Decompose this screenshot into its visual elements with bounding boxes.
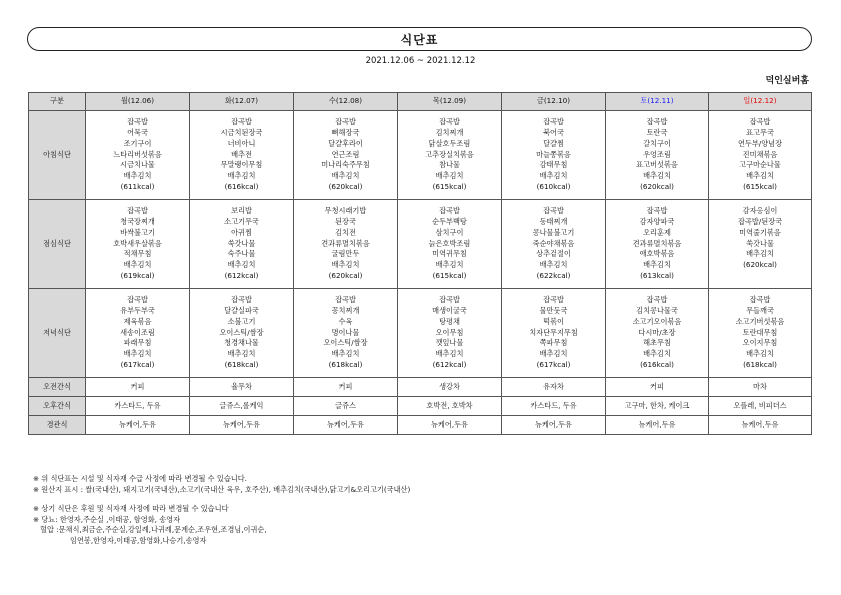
snack-cell: 오플레, 비피더스 xyxy=(709,397,812,416)
menu-item: 잡곡밥/된장국 xyxy=(737,216,783,226)
snack-row xyxy=(29,397,812,416)
menu-item: 잡곡밥 xyxy=(231,294,252,304)
menu-item: 보리밥 xyxy=(231,205,252,215)
menu-cell xyxy=(398,111,502,200)
menu-item: 오리훈제 xyxy=(643,227,671,237)
menu-cell xyxy=(502,289,606,378)
meal-label: 저녁식단 xyxy=(29,289,86,378)
menu-item: 소고기무국 xyxy=(224,216,259,226)
menu-item: 청경채나물 xyxy=(224,338,259,348)
menu-item: 연근조림 xyxy=(331,149,360,159)
menu-item: 달걀후라이 xyxy=(328,138,363,148)
menu-item: 김치전 xyxy=(335,227,356,237)
menu-item: 배추김치 xyxy=(123,260,152,270)
menu-item: (620kcal) xyxy=(743,260,777,270)
menu-item: (612kcal) xyxy=(224,271,259,281)
menu-item: 쪽파무침 xyxy=(539,338,568,348)
menu-item: 잡곡밥 xyxy=(749,294,771,304)
snack-row xyxy=(29,378,812,397)
menu-item: 꽁치찌개 xyxy=(331,305,360,315)
menu-item: 바싹불고기 xyxy=(120,227,155,237)
menu-item: 미역귀무침 xyxy=(432,249,467,259)
menu-cell xyxy=(294,111,398,200)
snack-cell: 마차 xyxy=(709,378,812,397)
menu-item: 배추김치 xyxy=(746,171,774,181)
snack-label: 경관식 xyxy=(29,416,86,435)
menu-item: 새송이조림 xyxy=(120,327,155,337)
menu-item: (611kcal) xyxy=(120,182,155,192)
menu-item: 토란대무침 xyxy=(742,327,778,337)
snack-cell: 카스타드, 두유 xyxy=(86,397,190,416)
menu-cell xyxy=(606,111,709,200)
corner-header: 구분 xyxy=(29,93,86,111)
day-header-sunday: 일(12.12) xyxy=(709,93,812,111)
menu-item: 진미채볶음 xyxy=(742,149,778,159)
menu-item: (619kcal) xyxy=(120,271,155,281)
menu-item: 명이나물 xyxy=(331,327,360,337)
snack-cell: 카스타드, 두유 xyxy=(502,397,606,416)
menu-item: 뼈해장국 xyxy=(331,127,360,137)
menu-item: 토란국 xyxy=(646,127,668,137)
menu-cell xyxy=(606,289,709,378)
menu-item: 무말랭이무침 xyxy=(220,160,263,170)
snack-cell: 커피 xyxy=(294,378,398,397)
menu-item: 배추김치 xyxy=(123,171,152,181)
menu-item: 순두부백탕 xyxy=(432,216,467,226)
menu-item: 잡곡밥 xyxy=(646,294,668,304)
snack-cell: 커피 xyxy=(86,378,190,397)
header-row xyxy=(29,93,812,111)
menu-item: 탕평채 xyxy=(439,316,460,326)
menu-item: 배추김치 xyxy=(227,260,256,270)
meal-row xyxy=(29,200,812,289)
note-line: ※ 당뇨: 한영자,주순실 ,이태공, 함영화, 송영자 xyxy=(33,514,181,524)
menu-item: 배추김치 xyxy=(435,260,464,270)
menu-cell xyxy=(190,289,294,378)
menu-item: 잡곡밥 xyxy=(646,205,668,215)
menu-table xyxy=(28,92,812,435)
menu-cell xyxy=(190,111,294,200)
menu-item: 견과류멸치볶음 xyxy=(321,238,370,248)
menu-item: (618kcal) xyxy=(743,360,777,370)
menu-item: 배추김치 xyxy=(539,349,568,359)
menu-item: 오이무침 xyxy=(435,327,464,337)
menu-item: 해초무침 xyxy=(643,338,671,348)
menu-item: 김치콩나물국 xyxy=(636,305,678,315)
day-header: 금(12.10) xyxy=(502,93,606,111)
menu-item: 달걀찜 xyxy=(543,138,564,148)
menu-item: 매생이굴국 xyxy=(432,305,467,315)
menu-item: 잡곡밥 xyxy=(439,116,460,126)
menu-item: 애호박볶음 xyxy=(639,249,675,259)
snack-cell: 율무차 xyxy=(190,378,294,397)
menu-item: 시금치된장국 xyxy=(220,127,263,137)
day-header: 월(12.06) xyxy=(86,93,190,111)
menu-item: 삼치구이 xyxy=(435,227,464,237)
menu-item: 시금치나물 xyxy=(120,160,155,170)
menu-item: 잡곡밥 xyxy=(439,294,460,304)
menu-item: 오이스틱/쌈장 xyxy=(219,327,264,337)
note-line: ※ 원산지 표시 : 쌀(국내산), 돼지고기(국내산),소고기(국내산 육우, 호주산), 배추김치(국내산),닭고기&오리고기(국내산) xyxy=(33,484,411,494)
snack-cell: 커피 xyxy=(606,378,709,397)
menu-item: 배추김치 xyxy=(123,349,152,359)
menu-item: 미역줄기볶음 xyxy=(739,227,781,237)
menu-item: 견과류멸치볶음 xyxy=(632,238,682,248)
day-header-saturday: 토(12.11) xyxy=(606,93,709,111)
snack-cell: 뉴케어,두유 xyxy=(86,416,190,435)
meal-label: 아침식단 xyxy=(29,111,86,200)
menu-item: 조기구이 xyxy=(123,138,152,148)
menu-item: 잡곡밥 xyxy=(646,116,668,126)
menu-item: (617kcal) xyxy=(536,360,571,370)
menu-cell xyxy=(294,289,398,378)
day-header: 목(12.09) xyxy=(398,93,502,111)
menu-item: 북어국 xyxy=(543,127,564,137)
menu-item: (616kcal) xyxy=(640,360,674,370)
menu-item: 감자양파국 xyxy=(639,216,675,226)
menu-item: 깻잎나물 xyxy=(435,338,464,348)
menu-cell xyxy=(709,111,812,200)
menu-cell xyxy=(86,200,190,289)
menu-item: (617kcal) xyxy=(120,360,155,370)
day-header: 수(12.08) xyxy=(294,93,398,111)
menu-item: 잡곡밥 xyxy=(335,116,356,126)
menu-item: 우엉조림 xyxy=(643,149,671,159)
date-range: 2021.12.06 ~ 2021.12.12 xyxy=(365,56,476,66)
menu-item: 죽순야채볶음 xyxy=(532,238,575,248)
menu-item: 콩나물불고기 xyxy=(532,227,575,237)
menu-cell xyxy=(86,111,190,200)
menu-item: 배추김치 xyxy=(539,171,568,181)
snack-cell: 뉴케어,두유 xyxy=(398,416,502,435)
note-line: ※ 상기 식단은 후원 및 식자재 사정에 따라 변경될 수 있습니다 xyxy=(33,504,229,513)
menu-item: (618kcal) xyxy=(328,360,363,370)
note-line: 혈압 :문채식,최금순,주순실,강일례,나귀례,문계순,조우현,조경님,이귀순, xyxy=(40,525,267,534)
menu-item: 김치찌개 xyxy=(435,127,464,137)
day-header: 화(12.07) xyxy=(190,93,294,111)
menu-item: 소고기오이볶음 xyxy=(632,316,682,326)
menu-item: 치자단무지무침 xyxy=(529,327,578,337)
menu-item: (620kcal) xyxy=(328,182,363,192)
menu-item: 늙은호박조림 xyxy=(428,238,471,248)
notes xyxy=(33,474,410,546)
menu-item: 소고기버섯볶음 xyxy=(735,316,785,326)
menu-item: 느타리버섯볶음 xyxy=(113,149,162,159)
menu-cell xyxy=(190,200,294,289)
menu-item: 배추김치 xyxy=(643,349,671,359)
menu-item xyxy=(709,271,811,282)
menu-item: 동태찌개 xyxy=(539,216,568,226)
snack-cell: 글쥬스 xyxy=(294,397,398,416)
snack-label: 오후간식 xyxy=(29,397,86,416)
menu-item: 적채무침 xyxy=(123,249,152,259)
menu-item: 굴림만두 xyxy=(331,249,360,259)
menu-item: 제육볶음 xyxy=(123,316,152,326)
menu-item: 갈치구이 xyxy=(643,138,671,148)
snack-cell: 뉴케어,두유 xyxy=(502,416,606,435)
page-title xyxy=(27,27,812,51)
menu-item: 잡곡밥 xyxy=(749,116,771,126)
menu-item: 배추김치 xyxy=(643,171,671,181)
menu-item: 고구마순나물 xyxy=(739,160,781,170)
menu-item: 배추김치 xyxy=(643,260,671,270)
menu-item: 고추장실치볶음 xyxy=(425,149,474,159)
menu-item: 배추전 xyxy=(231,149,252,159)
menu-item: 소불고기 xyxy=(227,316,256,326)
menu-item: 배추김치 xyxy=(331,349,360,359)
note-line: ※ 위 식단표는 시설 및 식자재 수급 사정에 따라 변경될 수 있습니다. xyxy=(33,474,247,483)
menu-item: 배추김치 xyxy=(435,349,464,359)
menu-cell xyxy=(502,200,606,289)
menu-item: 쑥갓나물 xyxy=(746,238,774,248)
menu-item: 연두부/양념장 xyxy=(737,138,783,148)
menu-item: 물만둣국 xyxy=(539,305,568,315)
title-text: 식단표 xyxy=(400,32,439,47)
menu-item: 잡곡밥 xyxy=(127,116,148,126)
snack-label: 오전간식 xyxy=(29,378,86,397)
menu-item: 다시마/초장 xyxy=(638,327,676,337)
menu-item: 된장국 xyxy=(335,216,356,226)
menu-item: (615kcal) xyxy=(743,182,777,192)
menu-item: 호박새우살볶음 xyxy=(113,238,162,248)
snack-cell: 생강차 xyxy=(398,378,502,397)
menu-item: 표고버섯볶음 xyxy=(636,160,678,170)
menu-item: 아귀찜 xyxy=(231,227,252,237)
menu-item: 미나리숙주무침 xyxy=(321,160,370,170)
snack-cell: 고구마, 한차, 케이크 xyxy=(606,397,709,416)
menu-item: 수육 xyxy=(338,316,353,326)
menu-item: 배추김치 xyxy=(227,171,256,181)
organization-name: 덕인실버홈 xyxy=(765,76,809,86)
menu-item: 배추김치 xyxy=(227,349,256,359)
menu-item: 잡곡밥 xyxy=(543,205,564,215)
menu-cell xyxy=(502,111,606,200)
menu-item: 잡곡밥 xyxy=(439,205,460,215)
menu-item: 오이지무침 xyxy=(742,338,778,348)
menu-item: 표고무국 xyxy=(746,127,774,137)
snack-cell: 뉴케어,두유 xyxy=(606,416,709,435)
menu-item: 배추김치 xyxy=(435,171,464,181)
menu-cell xyxy=(709,289,812,378)
menu-item: 배추김치 xyxy=(539,260,568,270)
menu-item: 떡볶이 xyxy=(543,316,564,326)
menu-item: 마늘쫑볶음 xyxy=(536,149,571,159)
menu-item: 어묵국 xyxy=(127,127,148,137)
menu-item: 잡곡밥 xyxy=(127,294,148,304)
menu-item: 오이스틱/쌈장 xyxy=(323,338,368,348)
menu-item: (622kcal) xyxy=(536,271,571,281)
menu-item: 무들깨국 xyxy=(746,305,774,315)
menu-item: 쑥갓나물 xyxy=(227,238,256,248)
menu-item: 감태무침 xyxy=(539,160,568,170)
menu-item: 잡곡밥 xyxy=(543,294,564,304)
menu-item: 파래무침 xyxy=(123,338,152,348)
snack-cell: 호박전, 호박차 xyxy=(398,397,502,416)
menu-item: (615kcal) xyxy=(432,271,467,281)
snack-cell: 유자차 xyxy=(502,378,606,397)
menu-item: (615kcal) xyxy=(432,182,467,192)
note-line: 임연봉,한영자,이태공,함영화,나승기,송영자 xyxy=(70,535,207,545)
menu-cell xyxy=(86,289,190,378)
menu-item: 감자옹심이 xyxy=(742,205,778,215)
menu-item: 잡곡밥 xyxy=(335,294,356,304)
meal-row xyxy=(29,289,812,378)
snack-cell: 뉴케어,두유 xyxy=(709,416,812,435)
menu-item: (613kcal) xyxy=(640,271,674,281)
menu-item: 배추김치 xyxy=(331,171,360,181)
menu-item: 청국장찌개 xyxy=(120,216,155,226)
menu-item: (620kcal) xyxy=(640,182,674,192)
menu-item: 너비아니 xyxy=(227,138,256,148)
menu-item: 잡곡밥 xyxy=(231,116,252,126)
menu-cell xyxy=(398,200,502,289)
menu-item: (620kcal) xyxy=(328,271,363,281)
snack-cell: 뉴케어,두유 xyxy=(190,416,294,435)
menu-cell xyxy=(606,200,709,289)
meal-label: 점심식단 xyxy=(29,200,86,289)
menu-item: (610kcal) xyxy=(536,182,571,192)
menu-item: (616kcal) xyxy=(224,182,259,192)
menu-cell xyxy=(398,289,502,378)
menu-item: (618kcal) xyxy=(224,360,259,370)
meal-row xyxy=(29,111,812,200)
menu-item: 무청시래기밥 xyxy=(324,205,367,215)
menu-item: (612kcal) xyxy=(432,360,467,370)
menu-item: 잡곡밥 xyxy=(543,116,564,126)
menu-item: 상추겉절이 xyxy=(536,249,571,259)
menu-item: 배추김치 xyxy=(746,249,774,259)
menu-item: 참나물 xyxy=(439,160,460,170)
menu-item: 배추김치 xyxy=(746,349,774,359)
snack-cell: 뉴케어,두유 xyxy=(294,416,398,435)
snack-row xyxy=(29,416,812,435)
menu-item: 잡곡밥 xyxy=(127,205,148,215)
menu-item: 닭살호두조림 xyxy=(428,138,471,148)
snack-cell: 글쥬스,롤케익 xyxy=(190,397,294,416)
menu-item: 배추김치 xyxy=(331,260,360,270)
menu-cell xyxy=(294,200,398,289)
menu-cell xyxy=(709,200,812,289)
menu-item: 유부두부국 xyxy=(120,305,155,315)
menu-item: 달걀실파국 xyxy=(224,305,259,315)
menu-item: 숙주나물 xyxy=(227,249,256,259)
